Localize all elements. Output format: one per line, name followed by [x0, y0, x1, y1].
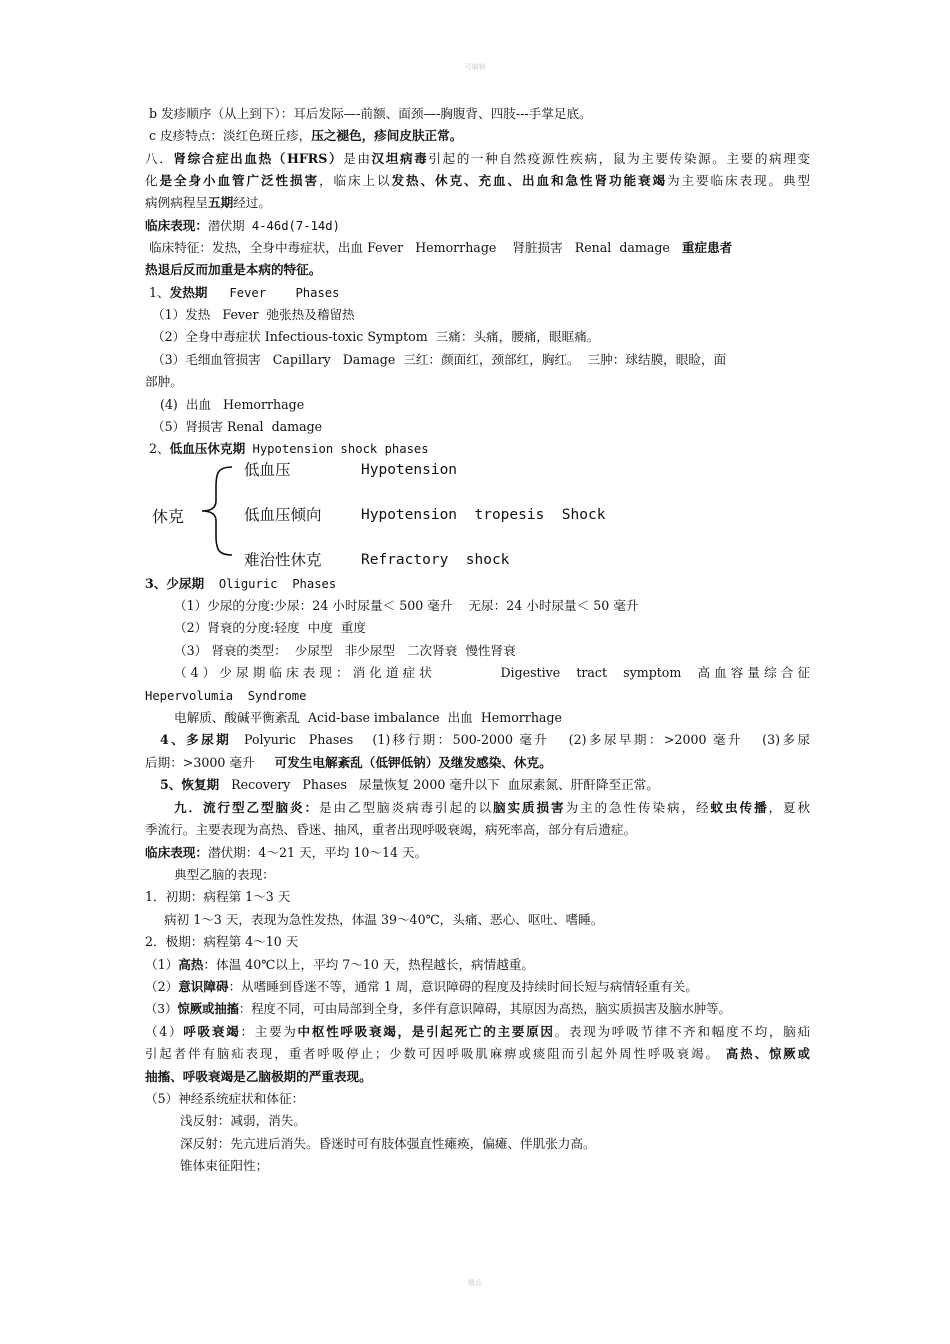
text-line: 锥体束征阳性；	[180, 1158, 269, 1173]
text-line: （1）发热 Fever 弛张热及稽留热	[152, 307, 355, 322]
shock-label: 休克	[152, 507, 185, 526]
phase-heading-fever: 1、发热期 Fever Phases	[149, 285, 340, 300]
shock-type-cn: 低血压	[244, 461, 291, 479]
page-footer: 精品	[468, 1279, 482, 1287]
shock-type-cn: 难治性休克	[244, 551, 322, 569]
clinical-heading: 临床表现：潜伏期：4～21 天，平均 10～14 天。	[145, 845, 428, 860]
phase-heading-polyuric: 4、多尿期 Polyuric Phases (1)移行期：500-2000 毫升 (2)多尿早期：>2000 毫升 (3)多尿	[160, 732, 810, 747]
text-line: 化是全身小血管广泛性损害，临床上以发热、休克、充血、出血和急性肾功能衰竭为主要临床表现。典型	[145, 173, 810, 188]
shock-type-en: Refractory shock	[361, 552, 510, 568]
text-line: （1）高热：体温 40℃以上，平均 7～10 天，热程越长，病情越重。	[145, 957, 535, 972]
text-line: 抽搐、呼吸衰竭是乙脑极期的严重表现。	[145, 1069, 372, 1084]
phase-heading-hypotension: 2、低血压休克期 Hypotension shock phases	[149, 441, 429, 456]
text-line: （4）少尿期临床表现：消化道症状 Digestive tract symptom 高血容量综合征	[174, 665, 810, 680]
text-line: （2）肾衰的分度:轻度 中度 重度	[174, 620, 366, 635]
text-line: 临床特征：发热，全身中毒症状，出血 Fever Hemorrhage 肾脏损害 Renal damage 重症患者	[145, 240, 733, 255]
curly-brace-icon	[196, 463, 236, 559]
phase-heading-oliguric: 3、少尿期 Oliguric Phases	[145, 576, 337, 591]
page-header: 可编辑	[464, 63, 486, 71]
text-line: 1．初期：病程第 1～3 天	[145, 889, 291, 904]
text-line: Hepervolumia Syndrome	[145, 689, 307, 703]
text-line: （2）全身中毒症状 Infectious-toxic Symptom 三痛：头痛，腰痛，眼眶痛。	[152, 329, 600, 344]
section-heading-hfrs: 八．肾综合症出血热（HFRS）是由汉坦病毒引起的一种自然疫源性疾病，鼠为主要传染源。主要的病理变	[145, 151, 810, 166]
text-line: 2．极期：病程第 4～10 天	[145, 934, 299, 949]
text-line: 部肿。	[145, 374, 183, 389]
phase-heading-recovery: 5、恢复期 Recovery Phases 尿量恢复 2000 毫升以下 血尿素氮、肝酐降至正常。	[160, 777, 659, 792]
text-line: （3） 肾衰的类型： 少尿型 非少尿型 二次肾衰 慢性肾衰	[174, 643, 516, 658]
text-line: 浅反射：减弱，消失。	[180, 1113, 306, 1128]
text-line: c 皮疹特点：淡红色斑丘疹，压之褪色，疹间皮肤正常。	[149, 128, 463, 143]
shock-type-en: Hypotension tropesis Shock	[361, 507, 606, 523]
text-line: （1）少尿的分度:少尿：24 小时尿量＜ 500 毫升 无尿：24 小时尿量＜ 50 毫升	[174, 598, 639, 613]
text-line: 病初 1～3 天，表现为急性发热，体温 39～40℃，头痛、恶心、呕吐、嗜睡。	[164, 912, 604, 927]
text-line: 电解质、酸碱平衡紊乱 Acid-base imbalance 出血 Hemorrhage	[174, 710, 562, 725]
text-line: 热退后反而加重是本病的特征。	[145, 262, 322, 277]
text-line: 病例病程呈五期经过。	[145, 195, 271, 210]
shock-type-en: Hypotension	[361, 462, 458, 478]
text-line: 深反射：先亢进后消失。昏迷时可有肢体强直性瘫痪，偏瘫、伴肌张力高。	[180, 1136, 596, 1151]
text-line: （3）毛细血管损害 Capillary Damage 三红：颜面红，颈部红，胸红。 三肿：球结膜，眼睑，面	[152, 352, 727, 367]
text-line: （5）神经系统症状和体征：	[145, 1091, 305, 1106]
text-line: （3）惊厥或抽搐：程度不同，可由局部到全身，多伴有意识障碍，其原因为高热，脑实质损害及脑水肿等。	[145, 1001, 731, 1016]
clinical-heading: 临床表现：潜伏期 4-46d(7-14d)	[145, 218, 340, 233]
text-line: (4) 出血 Hemorrhage	[160, 397, 305, 412]
text-line: （4）呼吸衰竭：主要为中枢性呼吸衰竭，是引起死亡的主要原因。表现为呼吸节律不齐和幅度不均，脑疝	[145, 1024, 810, 1039]
text-line: b 发疹顺序（从上到下）：耳后发际—-前额、面颈—-胸腹背、四肢---手掌足底。	[149, 106, 592, 121]
text-line: 典型乙脑的表现：	[174, 867, 275, 882]
text-line: 季流行。主要表现为高热、昏迷、抽风，重者出现呼吸衰竭，病死率高，部分有后遗症。	[145, 822, 637, 837]
text-line: 引起者伴有脑疝表现，重者呼吸停止；少数可因呼吸肌麻痹或痰阻而引起外周性呼吸衰竭。 高热、惊厥或	[145, 1046, 810, 1061]
section-heading-encephalitis: 九．流行型乙型脑炎：是由乙型脑炎病毒引起的以脑实质损害为主的急性传染病，经蚊虫传播，夏秋	[174, 800, 810, 815]
shock-type-cn: 低血压倾向	[244, 506, 322, 524]
text-line: （2）意识障碍：从嗜睡到昏迷不等，通常 1 周，意识障碍的程度及持续时间长短与病情轻重有关。	[145, 979, 698, 994]
text-line: 后期：>3000 毫升 可发生电解紊乱（低钾低钠）及继发感染、休克。	[145, 755, 552, 770]
text-line: （5）肾损害 Renal damage	[152, 419, 323, 434]
